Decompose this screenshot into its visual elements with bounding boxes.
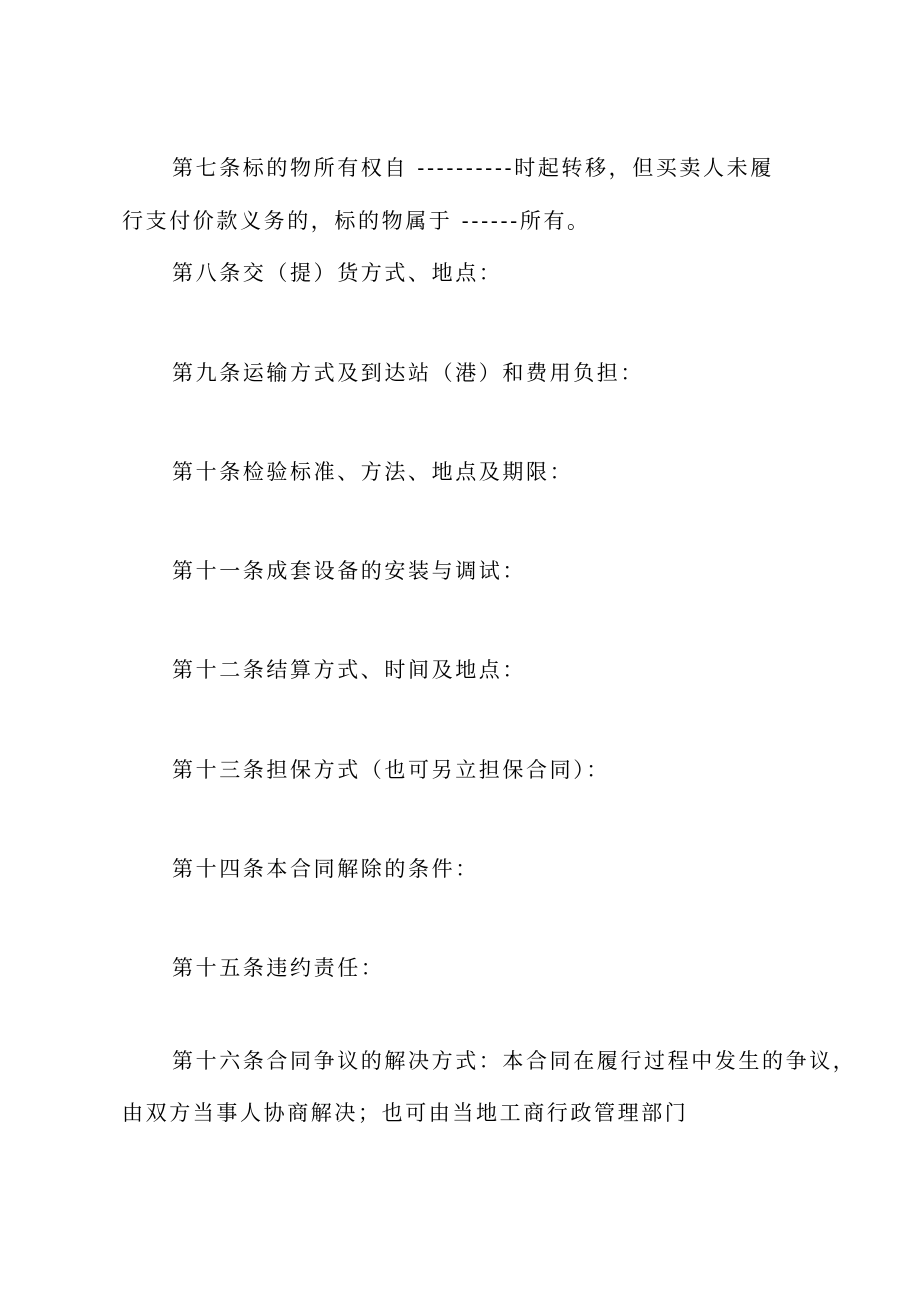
article-7-line-1: 第七条标的物所有权自 ----------时起转移，但买卖人未履: [172, 156, 774, 180]
article-14: 第十四条本合同解除的条件：: [172, 857, 479, 881]
article-8: 第八条交（提）货方式、地点：: [172, 261, 503, 285]
article-11: 第十一条成套设备的安装与调试：: [172, 559, 526, 583]
article-12: 第十二条结算方式、时间及地点：: [172, 658, 526, 682]
article-7-line-2: 行支付价款义务的，标的物属于 ------所有。: [122, 209, 591, 233]
article-10: 第十条检验标准、方法、地点及期限：: [172, 460, 574, 484]
article-13: 第十三条担保方式（也可另立担保合同）：: [172, 758, 610, 782]
article-16-line-2: 由双方当事人协商解决；也可由当地工商行政管理部门: [122, 1101, 689, 1125]
article-15: 第十五条违约责任：: [172, 956, 385, 980]
article-9: 第九条运输方式及到达站（港）和费用负担：: [172, 361, 644, 385]
article-16-line-1: 第十六条合同争议的解决方式：本合同在履行过程中发生的争议，: [172, 1049, 857, 1073]
